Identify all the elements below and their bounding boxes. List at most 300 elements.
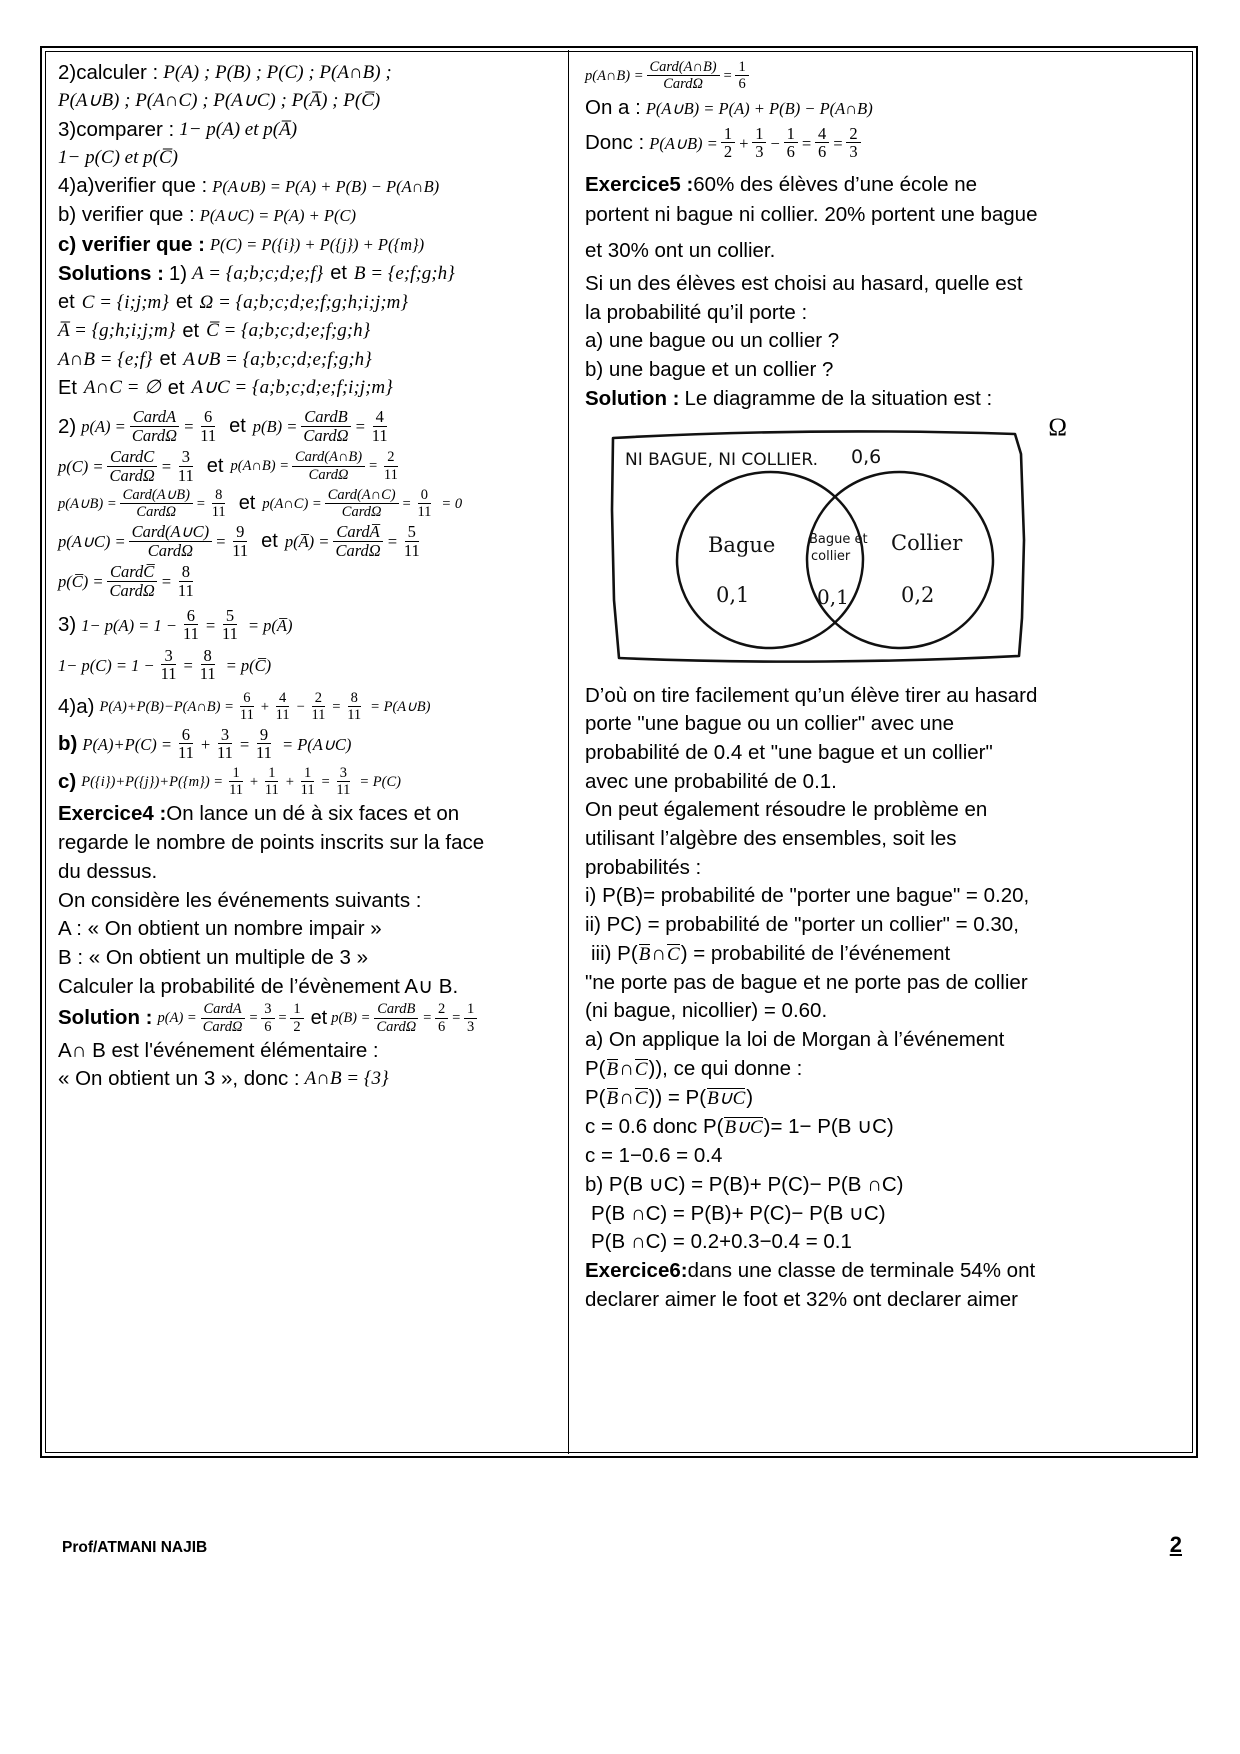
solution-1-number: 1) (168, 261, 188, 285)
venn-right-label: Collier (891, 530, 963, 555)
sol4c-f3-num: 1 (301, 766, 314, 782)
ex4-pB-v1-den: 6 (438, 1018, 446, 1035)
et-5: et (159, 348, 177, 371)
et-7: et (229, 415, 246, 437)
pAinterC-value-den: 11 (417, 504, 432, 521)
exercice4-inter-text: A∩ B est l'événement élémentaire : (58, 1038, 379, 1062)
sol3-l1-lhs: 1− p(A) = 1 − (81, 615, 177, 635)
pAunionC-eq: = (215, 532, 227, 552)
pAinterB-value-num: 2 (384, 450, 397, 466)
pB-fraction (300, 408, 351, 445)
pA-den: CardΩ (131, 425, 178, 445)
venn-diagram (603, 413, 1073, 675)
exercice4-solution-row (58, 1002, 544, 1034)
et-10: et (261, 530, 278, 553)
pA-fraction (129, 408, 180, 445)
sol4a-f1-den: 11 (239, 706, 254, 723)
et-6: et (167, 376, 185, 399)
q4c-expr: P(C) = P({i}) + P({j}) + P({m}) (209, 235, 425, 255)
set-A-union-C: A∪C = {a;b;c;d;e;f;i;j;m} (191, 377, 393, 399)
donc-f1-den: 2 (723, 142, 733, 161)
venn-right-value: 0,2 (901, 582, 935, 607)
item-iii-suffix: ) = probabilité de l’événement (680, 941, 951, 965)
ex4-pB-v2 (464, 1002, 477, 1034)
donc-f4-den: 6 (817, 142, 827, 161)
sol4a-f2-den: 11 (275, 706, 290, 723)
exercice5-text-2: portent ni bague ni collier. 20% portent une bague (585, 202, 1038, 226)
solution-4c-row (58, 766, 544, 798)
question-3-line2 (58, 146, 544, 170)
sol4c-op2: + (284, 773, 295, 790)
sol4c-f4-den: 11 (336, 782, 351, 798)
venn-diagram-svg (603, 420, 1073, 675)
sol4c-f1 (226, 766, 246, 798)
donc-f2-num: 1 (752, 125, 766, 143)
exercice5-heading (585, 172, 1072, 198)
sol3-l2-lhs: 1− p(C) = 1 − (58, 655, 155, 675)
pAinterB-fraction (292, 450, 365, 482)
solution-3-number: 3) (58, 613, 77, 637)
page-footer (62, 1532, 1182, 1558)
pCbar-num: CardC̅ (107, 563, 157, 581)
donc-eq2: = (832, 133, 844, 153)
sol3-l2-tail: = p(C̅) (225, 655, 272, 675)
on-a-expression: P(A∪B) = P(A) + P(B) − P(A∩B) (645, 99, 873, 119)
venn-outside-label: NI BAGUE, NI COLLIER. (625, 449, 818, 470)
donc-op2: − (769, 133, 781, 153)
et-1: et (330, 262, 347, 285)
set-C: C = {i;j;m} (81, 291, 169, 313)
footer-page-number: 2 (1169, 1532, 1182, 1557)
item-iii-mid: ∩ (651, 941, 667, 965)
pA-lhs: p(A) = (81, 417, 126, 437)
pAunionB-fraction (120, 488, 193, 520)
exercice4-text-4: On considère les événements suivants : (58, 888, 422, 912)
sol4a-f2-num: 4 (276, 691, 289, 707)
pAinterC-value-num: 0 (418, 488, 431, 504)
sol4a-f2 (273, 691, 293, 723)
exercice4-heading (58, 801, 544, 827)
sol4b-f3-den: 11 (256, 743, 272, 763)
solution-2-row-2 (58, 448, 544, 485)
pAinterC-den: CardΩ (341, 504, 382, 521)
question-3 (58, 117, 544, 143)
sol4b-tail: = P(A∪C) (281, 734, 352, 754)
solution-2-row-4 (58, 523, 544, 560)
et-8: et (206, 454, 224, 477)
q4c-label: c) verifier que : (58, 232, 205, 256)
b-line-3: P(B ∩C) = 0.2+0.3−0.4 = 0.1 (591, 1230, 852, 1254)
sol4b-lhs: P(A)+P(C) = (82, 734, 172, 754)
sol3-l1-f2-num: 5 (223, 607, 237, 625)
question-2 (58, 60, 544, 86)
exercice4-event-A: A : « On obtient un nombre impair » (58, 917, 382, 941)
pAinterC-num: Card(A∩C) (325, 488, 399, 504)
q3-label: 3)comparer : (58, 117, 175, 141)
pAunionB-value-den: 11 (211, 504, 226, 521)
r-pAinterB-eq: = (722, 67, 733, 84)
ex4-pB-v1-num: 2 (435, 1002, 448, 1018)
pB-lhs: p(B) = (252, 417, 298, 437)
donc-f3-den: 6 (786, 142, 795, 161)
pA-eq: = (183, 417, 195, 437)
sol4c-f4 (333, 766, 353, 798)
ex4-pB-lhs: p(B) = (331, 1010, 371, 1027)
pAunionB-eq: = (195, 495, 206, 512)
morgan-a2-B-bar: B (606, 1058, 619, 1080)
pAinterC-lhs: p(A∩C) = (262, 495, 322, 512)
sol4a-f3-den: 11 (311, 706, 326, 723)
pAbar-value-num: 5 (405, 523, 419, 541)
q4b-expr: P(A∪C) = P(A) + P(C) (199, 205, 356, 225)
pC-value-num: 3 (179, 448, 193, 466)
ex4-pA-fraction (200, 1002, 246, 1034)
solutions-heading (58, 261, 544, 287)
sol3-l2-f2 (197, 647, 219, 684)
set-A-inter-C: A∩C = ∅ (83, 377, 161, 399)
ex4-et: et (310, 1006, 328, 1029)
morgan-eq-prefix: P( (585, 1085, 606, 1109)
para2-line-1: On peut également résoudre le problème en (585, 798, 988, 822)
on-a-label: On a : (585, 96, 641, 120)
para1-line-2: porte "une bague ou un collier" avec une (585, 712, 955, 736)
set-A: A = {a;b;c;d;e;f} (192, 262, 324, 284)
r-pAinterB-fraction (647, 60, 720, 92)
venn-left-value: 0,1 (716, 582, 750, 607)
morgan-a2-C-bar: C (634, 1058, 648, 1080)
solution-2-row-3 (58, 488, 544, 520)
ex4-pA-v2 (290, 1002, 303, 1034)
sol4b-f1-num: 6 (179, 726, 193, 744)
donc-f4 (815, 125, 829, 162)
exercice4-solution-label: Solution : (58, 1006, 153, 1030)
morgan-eq-C-bar: C (634, 1088, 648, 1110)
ex4-pA-v2-den: 2 (293, 1018, 301, 1035)
sets-inter-union-AB (58, 347, 544, 373)
donc-op1: + (738, 133, 750, 153)
para1-line-4: avec une probabilité de 0.1. (585, 769, 837, 793)
ex4-pA-lhs: p(A) = (157, 1010, 197, 1027)
pAunionB-lhs: p(A∪B) = (58, 495, 117, 512)
donc-label: Donc : (585, 130, 645, 154)
sol4a-f3 (308, 691, 328, 723)
venn-center-value: 0,1 (817, 584, 849, 609)
sol4b-f1-den: 11 (177, 743, 194, 763)
q2-label: 2)calculer : (58, 61, 159, 84)
sol4b-eq: = (238, 734, 251, 754)
sol4c-f3-den: 11 (300, 782, 315, 798)
pCbar-value-num: 8 (179, 563, 193, 581)
pAinterC-fraction (325, 488, 399, 520)
para1-line-1: D’où on tire facilement qu’un élève tirer au hasard (585, 683, 1038, 707)
right-pAinterB-row (585, 60, 1072, 92)
ex4-pB-fraction (373, 1002, 419, 1034)
exercice6-title: Exercice6: (585, 1258, 688, 1282)
c-line-2: c = 1−0.6 = 0.4 (585, 1144, 723, 1168)
item-ii: ii) PC) = probabilité de "porter un collier" = 0.30, (585, 912, 1019, 936)
left-column (44, 50, 556, 1454)
pAunionB-num: Card(A∪B) (120, 488, 193, 504)
sol3-l1-f1-num: 6 (184, 607, 198, 625)
sol4c-f3 (298, 766, 318, 798)
pCbar-lhs: p(C̅) = (58, 572, 104, 592)
et-2: et (58, 291, 75, 314)
exercice4-last-row (58, 1066, 544, 1092)
pC-value-den: 11 (177, 465, 194, 485)
pA-value (197, 408, 219, 445)
question-4a (58, 173, 544, 199)
donc-lhs: P(A∪B) = (649, 133, 718, 153)
q2-items-line2: P(A∪B) ; P(A∩C) ; P(A∪C) ; P(A̅) ; P(C̅) (58, 90, 381, 112)
ex4-pB-eq: = (422, 1010, 432, 1027)
pAinterB-num: Card(A∩B) (292, 450, 365, 466)
sets-inter-union-AC (58, 376, 544, 402)
pAunionB-value (209, 488, 229, 520)
exercice5-question-a: a) une bague ou un collier ? (585, 329, 840, 353)
sol4b-f2-num: 3 (218, 726, 232, 744)
r-pAinterB-value-den: 6 (738, 76, 746, 93)
ex4-pB-v2-den: 3 (467, 1018, 475, 1035)
sol4c-f4-num: 3 (337, 766, 350, 782)
solution-4c-number: c) (58, 769, 77, 793)
morgan-line-a: a) On applique la loi de Morgan à l’événement (585, 1028, 1005, 1052)
pA-num: CardA (130, 408, 179, 426)
pAunionC-lhs: p(A∪C) = (58, 532, 126, 552)
solution-4b-row (58, 726, 544, 763)
q4b-label: b) verifier que : (58, 203, 195, 227)
ex4-pA-v1 (261, 1002, 274, 1034)
sol4b-f1 (175, 726, 197, 763)
q4a-label: 4)a)verifier que : (58, 174, 208, 198)
exercice6-text-1: dans une classe de terminale 54% ont (687, 1258, 1036, 1282)
solution-2-row-5 (58, 563, 544, 600)
item-iii-C-bar: C (667, 943, 680, 965)
exercice5-title: Exercice5 : (585, 173, 694, 197)
ex4-pB-v1 (435, 1002, 448, 1034)
morgan-eq-mid: ∩ (619, 1085, 634, 1109)
donc-f2-den: 3 (755, 142, 764, 161)
sol4b-f2-den: 11 (217, 743, 233, 763)
sol3-l1-tail: = p(A̅) (247, 615, 293, 635)
pAunionC-value-num: 9 (233, 523, 247, 541)
venn-outside-value: 0,6 (851, 445, 882, 468)
pA-value-num: 6 (201, 408, 215, 426)
sol4a-op2: − (295, 698, 306, 715)
solution-2-number: 2) (58, 414, 77, 438)
pCbar-value (175, 563, 197, 600)
pB-eq: = (354, 417, 366, 437)
sol4c-f1-num: 1 (229, 766, 242, 782)
pC-eq: = (160, 457, 172, 477)
sol3-l2-f1-den: 11 (160, 664, 177, 684)
morgan-a2-mid: ∩ (619, 1056, 634, 1080)
ex4-pA-eq: = (248, 1010, 259, 1027)
footer-author: Prof/ATMANI NAJIB (62, 1539, 208, 1556)
set-omega: Ω = {a;b;c;d;e;f;g;h;i;j;m} (199, 291, 408, 313)
exercice6-heading (585, 1258, 1072, 1284)
pAbar-den: CardΩ (335, 540, 381, 560)
item-iii-line-2: "ne porte pas de bague et ne porte pas de collier (585, 970, 1028, 994)
pC-fraction (107, 448, 158, 485)
sol3-l2-f1 (158, 647, 180, 684)
pAbar-value (401, 523, 423, 560)
r-pAinterB-lhs: p(A∩B) = (585, 67, 644, 84)
exercice5-text-3: et 30% ont un collier. (585, 239, 776, 263)
r-pAinterB-value-num: 1 (735, 60, 748, 76)
morgan-eq-mid2: )) = P( (648, 1085, 707, 1109)
q2-items-line1: P(A) ; P(B) ; P(C) ; P(A∩B) ; (163, 61, 392, 83)
morgan-a2-suffix: )), ce qui donne : (648, 1056, 803, 1080)
pB-value (369, 408, 391, 445)
sol4c-f2 (262, 766, 282, 798)
solution-4b-number: b) (58, 732, 78, 756)
item-iii-row (585, 941, 1072, 967)
donc-f3-num: 1 (784, 125, 798, 143)
exercice4-title: Exercice4 : (58, 802, 167, 826)
pB-value-num: 4 (373, 408, 387, 426)
pC-num: CardC (107, 448, 157, 466)
exercice4-event-B: B : « On obtient un multiple de 3 » (58, 946, 368, 970)
sol4b-f3 (253, 726, 275, 763)
pAunionC-value-den: 11 (232, 540, 249, 560)
pAinterB-value-den: 11 (383, 466, 398, 483)
pAinterB-value (381, 450, 401, 482)
sol4a-f1-num: 6 (240, 691, 253, 707)
sol4b-f3-num: 9 (257, 726, 271, 744)
venn-left-label: Bague (708, 532, 776, 557)
sol4c-eq: = (320, 773, 331, 790)
sets-Abar-Cbar (58, 319, 544, 345)
question-4c (58, 232, 544, 258)
omega-symbol: Ω (1048, 413, 1067, 441)
pAinterC-tail: = 0 (441, 495, 463, 512)
two-column-layout (44, 50, 1194, 1454)
exercice6-text-2: declarer aimer le foot et 32% ont declarer aimer (585, 1288, 1018, 1312)
solution-4a-number: 4)a) (58, 694, 95, 718)
b-line-2: P(B ∩C) = P(B)+ P(C)− P(B ∪C) (591, 1201, 886, 1225)
sol4a-tail: = P(A∪B) (370, 698, 431, 715)
sol4b-f2 (214, 726, 236, 763)
morgan-eq-suffix: ) (746, 1085, 754, 1109)
exercice4-text-2: regarde le nombre de points inscrits sur la face (58, 831, 485, 855)
donc-f5-den: 3 (849, 142, 858, 161)
exercice4-last-expr: A∩B = {3} (304, 1068, 389, 1090)
exercice4-question: Calculer la probabilité de l’évènement A∪ B. (58, 974, 459, 998)
sol4a-eq: = (331, 698, 342, 715)
pAunionB-den: CardΩ (136, 504, 177, 521)
pAinterC-eq: = (401, 495, 412, 512)
exercice5-solution-label: Solution : (585, 386, 680, 410)
venn-center-label-line1: Bague et (809, 531, 868, 547)
pAinterC-value (414, 488, 434, 520)
sets-C-Omega (58, 290, 544, 316)
morgan-eq-B-bar: B (606, 1088, 619, 1110)
exercice5-solution-row (585, 386, 1072, 412)
set-C-bar: C̅ = {a;b;c;d;e;f;g;h} (206, 320, 371, 342)
morgan-line-a2 (585, 1056, 1072, 1082)
morgan-a2-prefix: P( (585, 1056, 606, 1080)
pC-lhs: p(C) = (58, 457, 104, 477)
exercice5-text-4: Si un des élèves est choisi au hasard, quelle est (585, 271, 1023, 295)
pAunionC-num: Card(A∪C) (129, 523, 212, 541)
solution-3-row-2 (58, 647, 544, 684)
sol3-l1-f1-den: 11 (182, 624, 199, 644)
et-4: et (182, 319, 200, 342)
donc-eq: = (800, 133, 812, 153)
solution-3-row-1 (58, 607, 544, 644)
morgan-equation-row (585, 1085, 1072, 1111)
ex4-pA-v2-num: 1 (290, 1002, 303, 1018)
solution-4a-row (58, 691, 544, 723)
et-3: et (175, 291, 193, 314)
on-a-row (585, 95, 1072, 121)
donc-f1 (721, 125, 735, 162)
exercice4-last-text: « On obtient un 3 », donc : (58, 1067, 300, 1091)
pAbar-lhs: p(A̅) = (284, 532, 330, 552)
sol3-l2-f1-num: 3 (161, 647, 175, 665)
right-column (568, 50, 1084, 1454)
ex4-pB-eq2: = (451, 1010, 462, 1027)
ex4-pB-num: CardB (374, 1002, 418, 1018)
ex4-pB-den: CardΩ (376, 1018, 417, 1035)
item-iii-line-3: (ni bague, nicollier) = 0.60. (585, 999, 828, 1023)
sol4a-lhs: P(A)+P(B)−P(A∩B) = (99, 698, 234, 715)
pAinterB-den: CardΩ (308, 466, 349, 483)
pB-num: CardB (301, 408, 350, 426)
sol4a-f1 (237, 691, 257, 723)
c-line1-suffix: )= 1− P(B ∪C) (763, 1115, 894, 1139)
question-2-line2 (58, 89, 544, 113)
morgan-eq-BunionC-bar: B∪C (707, 1088, 746, 1110)
pAunionC-den: CardΩ (147, 540, 194, 560)
r-pAinterB-value (735, 60, 748, 92)
sol4c-f2-den: 11 (264, 782, 279, 798)
pAunionB-value-num: 8 (212, 488, 225, 504)
sol4a-f4-num: 8 (348, 691, 361, 707)
sol4c-f1-den: 11 (229, 782, 244, 798)
sol4a-f4-den: 11 (347, 706, 362, 723)
para1-line-3: probabilité de 0.4 et "une bague et un collier" (585, 741, 993, 765)
q3-expr-2: 1− p(C) et p(C̅) (58, 146, 178, 168)
r-pAinterB-den: CardΩ (663, 76, 703, 93)
et-9: et (238, 492, 256, 515)
sol3-l2-f2-num: 8 (201, 647, 215, 665)
q3-expr-1: 1− p(A) et p(A̅) (179, 118, 298, 140)
pB-den: CardΩ (303, 425, 349, 445)
donc-f3 (784, 125, 798, 162)
sol3-l2-f2-den: 11 (199, 664, 216, 684)
pAinterB-eq: = (368, 458, 378, 475)
venn-center-label-line2: collier (811, 548, 851, 564)
pCbar-den: CardΩ (109, 580, 155, 600)
sol4a-f4 (344, 691, 364, 723)
sol4a-f3-num: 2 (312, 691, 325, 707)
ex4-pA-v1-den: 6 (264, 1018, 272, 1035)
sol3-l1-f1 (180, 607, 202, 644)
exercice5-solution-text: Le diagramme de la situation est : (684, 386, 993, 410)
pA-value-den: 11 (200, 425, 217, 445)
sol4c-f2-num: 1 (265, 766, 278, 782)
ex4-pA-num: CardA (201, 1002, 245, 1018)
b-line-1: b) P(B ∪C) = P(B)+ P(C)− P(B ∩C) (585, 1173, 904, 1197)
pCbar-fraction (107, 563, 158, 600)
donc-f1-num: 1 (721, 125, 735, 143)
pC-den: CardΩ (109, 465, 155, 485)
exercice4-text-1: On lance un dé à six faces et on (166, 802, 460, 826)
donc-f2 (752, 125, 766, 162)
donc-row (585, 125, 1072, 162)
sol4c-lhs: P({i})+P({j})+P({m}) = (81, 773, 224, 790)
